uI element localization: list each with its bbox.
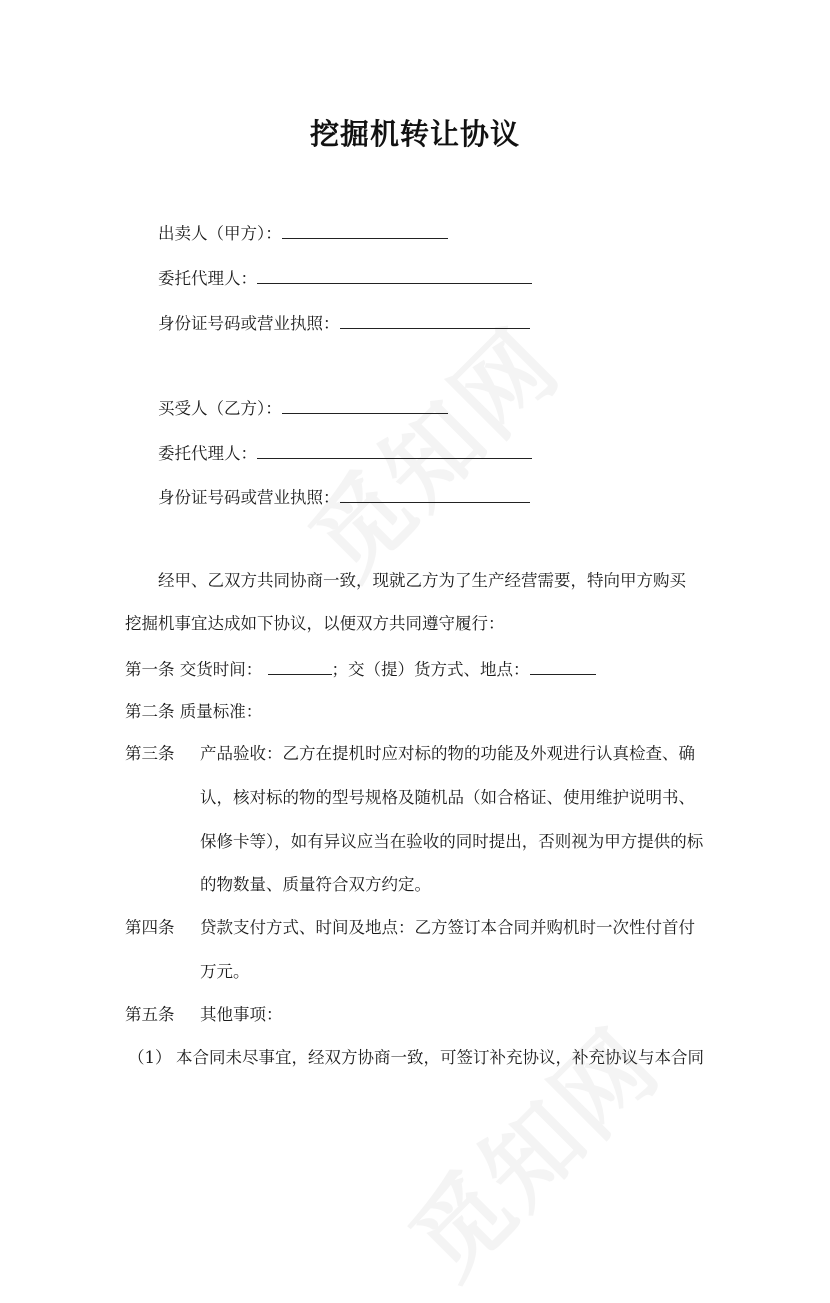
article-2-label: 第二条 [125,702,175,721]
seller-agent-blank[interactable] [257,265,532,284]
buyer-party-blank[interactable] [282,395,448,414]
intro-line-1: 经甲、乙双方共同协商一致，现就乙方为了生产经营需要，特向甲方购买 [158,571,686,590]
article-2 [125,700,262,724]
article-2-text: 质量标准： [179,702,263,721]
seller-party-blank[interactable] [282,220,448,239]
seller-id-row [158,310,530,336]
buyer-agent-blank[interactable] [257,440,532,459]
article-3-label: 第三条 [125,744,175,763]
document-title: 挖掘机转让协议 [309,117,520,151]
intro-line-2: 挖掘机事宜达成如下协议，以便双方共同遵守履行： [125,614,505,633]
article-3-line-1: 产品验收：乙方在提机时应对标的物的功能及外观进行认真检查、确 [200,744,695,763]
article-1-delivery-method-label: ；交（提）货方式、地点： [331,660,530,679]
item-1-label: （1） [128,1048,172,1067]
article-3-line-4: 的物数量、质量符合双方约定。 [200,875,431,894]
article-4-line-1: 贷款支付方式、时间及地点：乙方签订本合同并购机时一次性付首付 [200,918,695,937]
article-5-text: 其他事项： [200,1005,283,1024]
article-4-line-2: 万元。 [200,962,250,981]
article-5-label: 第五条 [125,1005,175,1024]
seller-party-row [158,220,448,246]
seller-id-label: 身份证号码或营业执照： [158,314,340,333]
buyer-agent-row [158,440,532,466]
delivery-location-blank[interactable] [530,656,596,675]
seller-agent-label: 委托代理人： [158,269,257,288]
buyer-party-label: 买受人（乙方）： [158,399,282,418]
article-4-label: 第四条 [125,918,175,937]
buyer-id-blank[interactable] [340,484,530,503]
buyer-party-row [158,395,448,421]
article-3-line-3: 保修卡等），如有异议应当在验收的同时提出，否则视为甲方提供的标 [200,832,704,851]
seller-party-label: 出卖人（甲方）： [158,224,282,243]
article-1-label: 第一条 [125,660,175,679]
article-3-line-2: 认，核对标的物的型号规格及随机品（如合格证、使用维护说明书、 [200,788,695,807]
buyer-id-row [158,484,530,510]
seller-id-blank[interactable] [340,310,530,329]
item-1-text: 本合同未尽事宜，经双方协商一致，可签订补充协议，补充协议与本合同 [176,1048,704,1067]
watermark [375,994,684,1303]
article-1 [125,656,596,682]
buyer-agent-label: 委托代理人： [158,444,257,463]
seller-agent-row [158,265,532,291]
delivery-time-blank[interactable] [268,656,332,675]
article-1-delivery-time-label: 交货时间： [179,660,263,679]
buyer-id-label: 身份证号码或营业执照： [158,488,340,507]
